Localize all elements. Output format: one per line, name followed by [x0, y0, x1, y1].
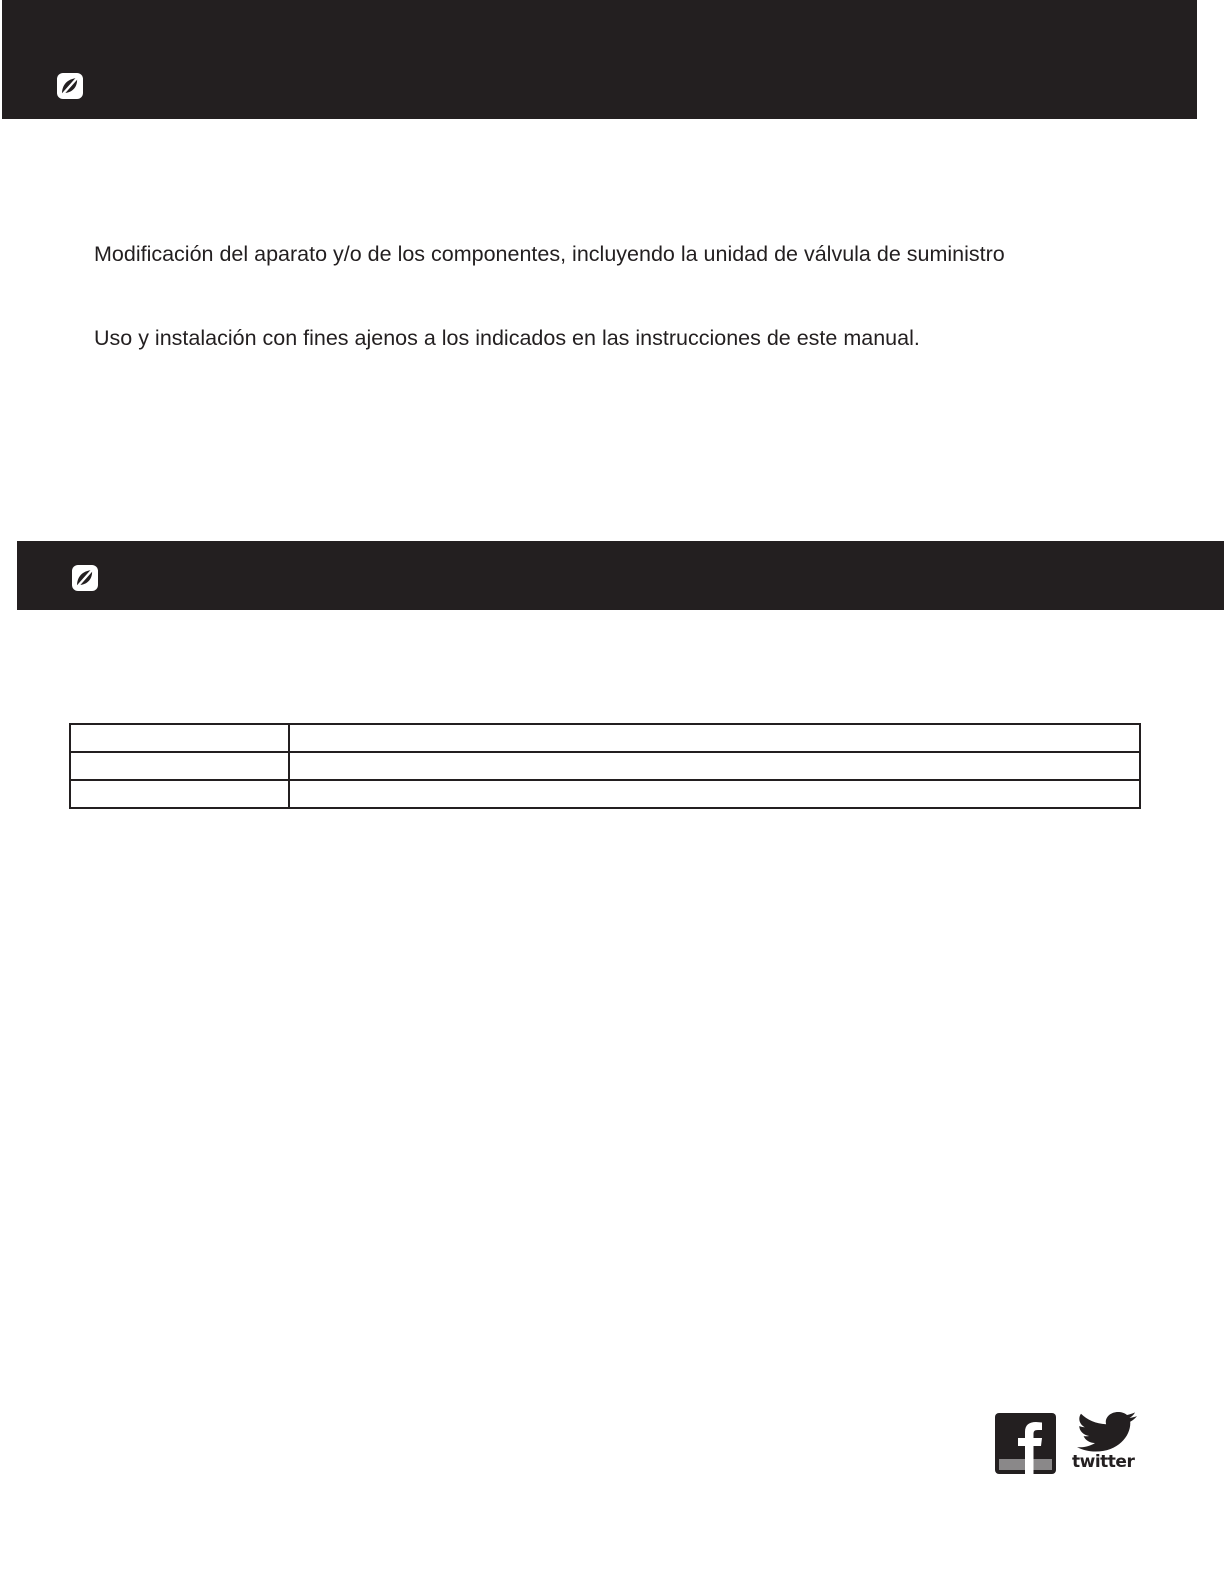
leaf-logo-icon: [57, 73, 83, 99]
table-cell-value: [289, 724, 1140, 752]
section-header-bar: [2, 0, 1197, 119]
table-cell-label: [70, 780, 289, 808]
table-row: [70, 724, 1140, 752]
spec-table: [69, 723, 1141, 809]
social-links: [995, 1412, 1145, 1476]
section-header-bar: [17, 541, 1224, 610]
table-row: [70, 780, 1140, 808]
table-cell-label: [70, 724, 289, 752]
facebook-icon[interactable]: [995, 1413, 1056, 1474]
table-cell-label: [70, 752, 289, 780]
twitter-icon[interactable]: [1075, 1412, 1139, 1452]
leaf-logo-icon: [72, 565, 98, 591]
paragraph-modification: Modificación del aparato y/o de los componentes, incluyendo la unidad de válvula de suministro: [94, 242, 1005, 266]
table-row: [70, 752, 1140, 780]
table-cell-value: [289, 752, 1140, 780]
paragraph-usage: Uso y instalación con fines ajenos a los indicados en las instrucciones de este manual.: [94, 326, 920, 350]
table-cell-value: [289, 780, 1140, 808]
twitter-wordmark[interactable]: twitter: [1072, 1452, 1135, 1472]
